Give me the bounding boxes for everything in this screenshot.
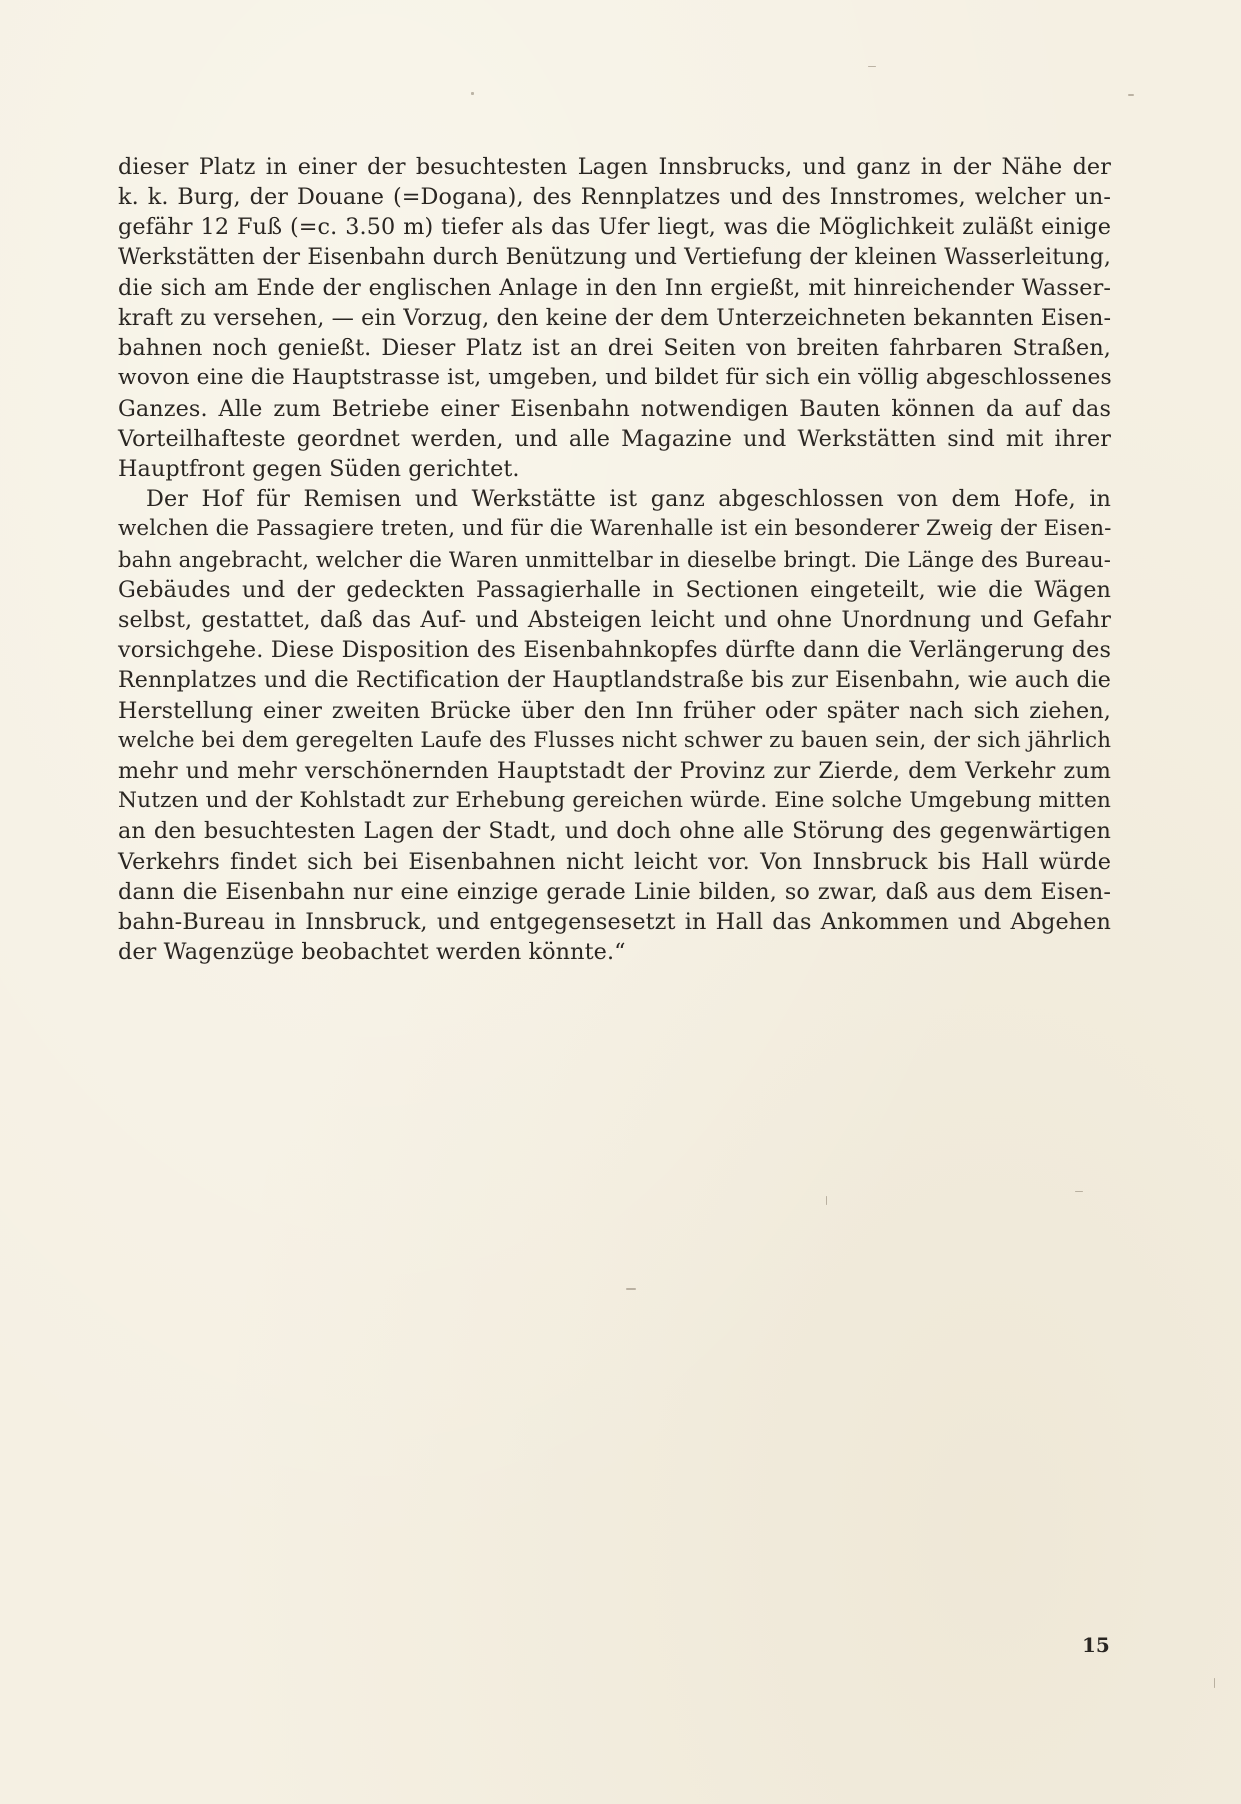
body-text — [118, 152, 1111, 967]
text-line: wovon eine die Hauptstrasse ist, umgeben, und bildet für sich ein völlig abgeschlossenes — [118, 365, 1112, 391]
paragraph-2 — [118, 484, 1111, 967]
paper-speck — [826, 1196, 827, 1205]
text-line: bahnen noch genießt. Dieser Platz ist an drei Seiten von breiten fahrbaren Straßen, — [118, 335, 1111, 362]
text-line: welchen die Passagiere treten, und für die Warenhalle ist ein besonderer Zweig der Eisen- — [118, 516, 1112, 542]
text-line: kraft zu versehen, — ein Vorzug, den keine der dem Unterzeichneten bekannten Eisen- — [118, 305, 1112, 332]
paper-speck — [471, 92, 474, 95]
text-line: bahn angebracht, welcher die Waren unmittelbar in dieselbe bringt. Die Länge des Bureau- — [118, 546, 1111, 572]
page-number: 15 — [1082, 1633, 1110, 1657]
text-line: k. k. Burg, der Douane (=Dogana), des Rennplatzes und des Innstromes, welcher un- — [118, 184, 1111, 211]
text-line: der Wagenzüge beobachtet werden könnte.“ — [118, 939, 626, 966]
text-line: an den besuchtesten Lagen der Stadt, und doch ohne alle Störung des gegenwärtigen — [118, 818, 1111, 845]
text-line: gefähr 12 Fuß (=c. 3.50 m) tiefer als das Ufer liegt, was die Möglichkeit zuläßt einige — [118, 214, 1111, 241]
paper-speck — [1075, 1191, 1083, 1192]
text-line: Werkstätten der Eisenbahn durch Benützung und Vertiefung der kleinen Wasserleitung, — [118, 244, 1111, 270]
text-line: Vorteilhafteste geordnet werden, und alle Magazine und Werkstätten sind mit ihrer — [118, 425, 1111, 452]
text-line: vorsichgehe. Diese Disposition des Eisenbahnkopfes dürfte dann die Verlängerung des — [118, 637, 1111, 664]
text-line: Herstellung einer zweiten Brücke über den Inn früher oder später nach sich ziehen, — [118, 697, 1111, 724]
paper-speck — [626, 1288, 636, 1290]
paragraph-1 — [118, 152, 1111, 484]
text-line: Der Hof für Remisen und Werkstätte ist ganz abgeschlossen von dem Hofe, in — [146, 486, 1111, 513]
text-line: dann die Eisenbahn nur eine einzige gerade Linie bilden, so zwar, daß aus dem Eisen- — [118, 878, 1111, 905]
text-line: die sich am Ende der englischen Anlage in den Inn ergießt, mit hinreichender Wasser- — [118, 274, 1111, 301]
text-line: mehr und mehr verschönernden Hauptstadt der Provinz zur Zierde, dem Verkehr zum — [118, 758, 1111, 785]
text-line: selbst, gestattet, daß das Auf- und Absteigen leicht und ohne Unordnung und Gefahr — [118, 607, 1111, 634]
text-line: dieser Platz in einer der besuchtesten Lagen Innsbrucks, und ganz in der Nähe der — [118, 154, 1111, 180]
text-line: Nutzen und der Kohlstadt zur Erhebung gereichen würde. Eine solche Umgebung mitten — [118, 788, 1111, 814]
text-line: Gebäudes und der gedeckten Passagierhalle in Sectionen eingeteilt, wie die Wägen — [118, 576, 1111, 603]
text-line: Rennplatzes und die Rectification der Hauptlandstraße bis zur Eisenbahn, wie auch die — [118, 667, 1111, 694]
text-line: Hauptfront gegen Süden gerichtet. — [118, 456, 520, 483]
text-line: welche bei dem geregelten Laufe des Flusses nicht schwer zu bauen sein, der sich jährlich — [118, 727, 1112, 753]
text-line: Verkehrs findet sich bei Eisenbahnen nicht leicht vor. Von Innsbruck bis Hall würde — [118, 848, 1111, 875]
text-line: bahn-Bureau in Innsbruck, und entgegensesetzt in Hall das Ankommen und Abgehen — [118, 909, 1111, 936]
paper-speck — [1214, 1678, 1215, 1688]
paper-speck — [1128, 94, 1134, 96]
paper-speck — [868, 66, 876, 67]
text-line: Ganzes. Alle zum Betriebe einer Eisenbahn notwendigen Bauten können da auf das — [118, 395, 1111, 422]
